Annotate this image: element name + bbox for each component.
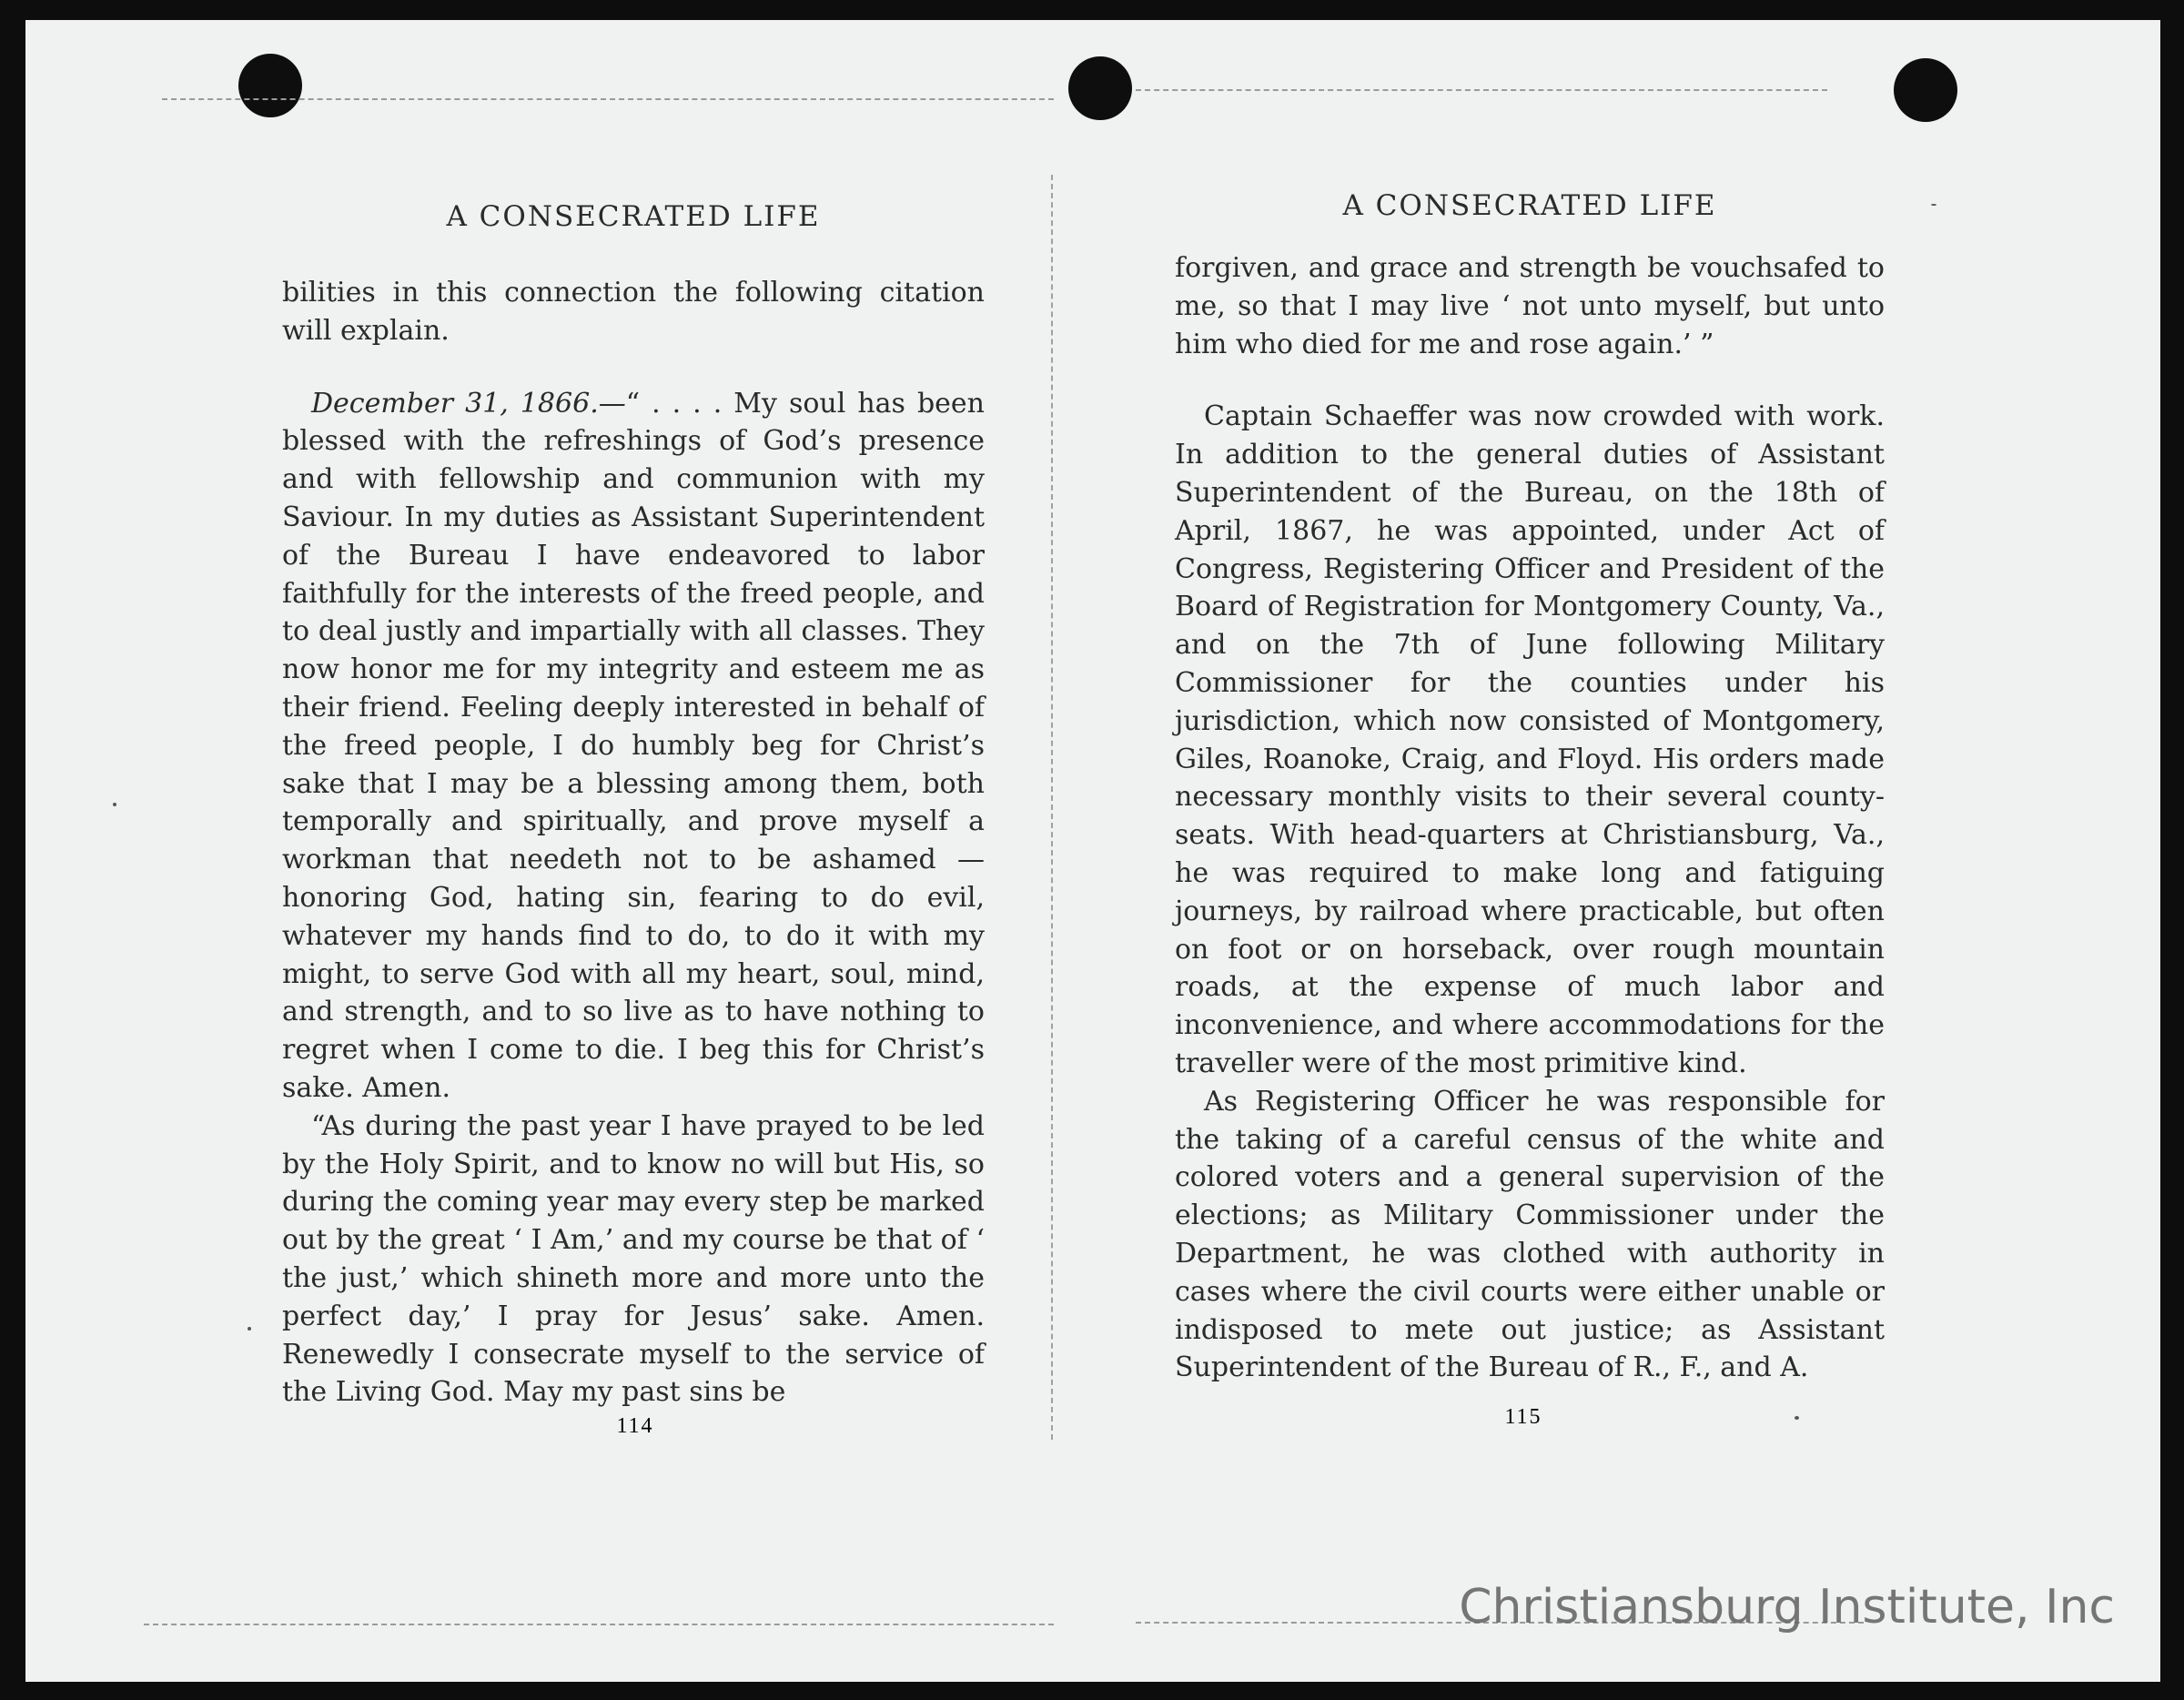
running-head: A CONSECRATED LIFE [446,200,821,233]
running-head: A CONSECRATED LIFE [1342,189,1717,222]
paragraph: “As during the past year I have prayed to be led by the Holy Spirit, and to know no will but His, so during the coming year may every step be marked out by the great ‘ I Am,’ and my course be that of ‘ the just,’ which shineth more and more unto the perfect day,’ I pray for Jesus’ sake. Amen. Renewedly I consecrate myself to the service of the Living God. May my past sins be [282,1109,985,1409]
dateline: December 31, 1866.— [311,387,626,420]
right-page [1175,189,1885,1387]
paragraph-text: “ . . . . My soul has been blessed with the refreshings of God’s presence and with fellowship and communion with my Saviour. In my duties as Assistant Superintendent of the Bureau I have endeavored to labor faithfully for the interests of the freed people, and to deal justly and impartially with all classes. They now honor me for my integrity and esteem me as their friend. Feeling deeply interested in behalf of the freed people, I do humbly beg for Christ’s sake that I may be a blessing among them, both temporally and spiritually, and prove myself a workman that needeth not to be ashamed —honoring God, hating sin, fearing to do evil, whatever my hands find to do, to do it with my might, to serve God with all my heart, soul, mind, and strength, and to so live as to have nothing to regret when I come to die. I beg this for Christ’s sake. Amen. [282,387,985,1104]
paragraph: bilities in this connection the following citation will explain. [282,277,985,347]
page-number: 115 [1504,1405,1542,1429]
punch-hole-center [1068,56,1132,120]
top-trim-line [162,98,1054,100]
paragraph: As Registering Officer he was responsible for the taking of a careful census of the white and colored voters and a general supervision of the elections; as Military Commissioner under the Department, he was clothed with authority in cases where the civil courts were either unable or indisposed to mete out justice; as Assistant Superintendent of the Bureau of R., F., and A. [1175,1085,1885,1384]
paragraph: forgiven, and grace and strength be vouchsafed to me, so that I may live ‘ not unto myself, but unto him who died for me and rose again.’ ” [1175,252,1885,360]
punch-hole-left [238,54,302,117]
top-trim-line [1136,89,1827,91]
specks [1795,1416,1799,1420]
specks [248,1327,251,1331]
watermark: Christiansburg Institute, Inc [1459,1580,2115,1634]
left-page [282,200,985,1412]
specks [113,803,116,806]
page-number: 114 [616,1414,654,1438]
specks [1931,204,1936,206]
scanned-sheet [25,20,2160,1682]
paragraph [282,385,985,1108]
bottom-trim-line [144,1624,1054,1625]
punch-hole-right [1894,58,1957,122]
paragraph: Captain Schaeffer was now crowded with work. In addition to the general duties of Assistant Superintendent of the Bureau, on the 18th of April, 1867, he was appointed, under Act of Congress, Registering Officer and President of the Board of Registration for Montgomery County, Va., and on the 7th of June following Military Commissioner for the counties under his jurisdiction, which now consisted of Montgomery, Giles, Roanoke, Craig, and Floyd. His orders made necessary monthly visits to their several county-seats. With head-quarters at Christiansburg, Va., he was required to make long and fatiguing journeys, by railroad where practicable, but often on foot or on horseback, over rough mountain roads, at the expense of much labor and inconvenience, and where accommodations for the traveller were of the most primitive kind. [1175,400,1885,1079]
gutter-fold [1051,175,1053,1440]
